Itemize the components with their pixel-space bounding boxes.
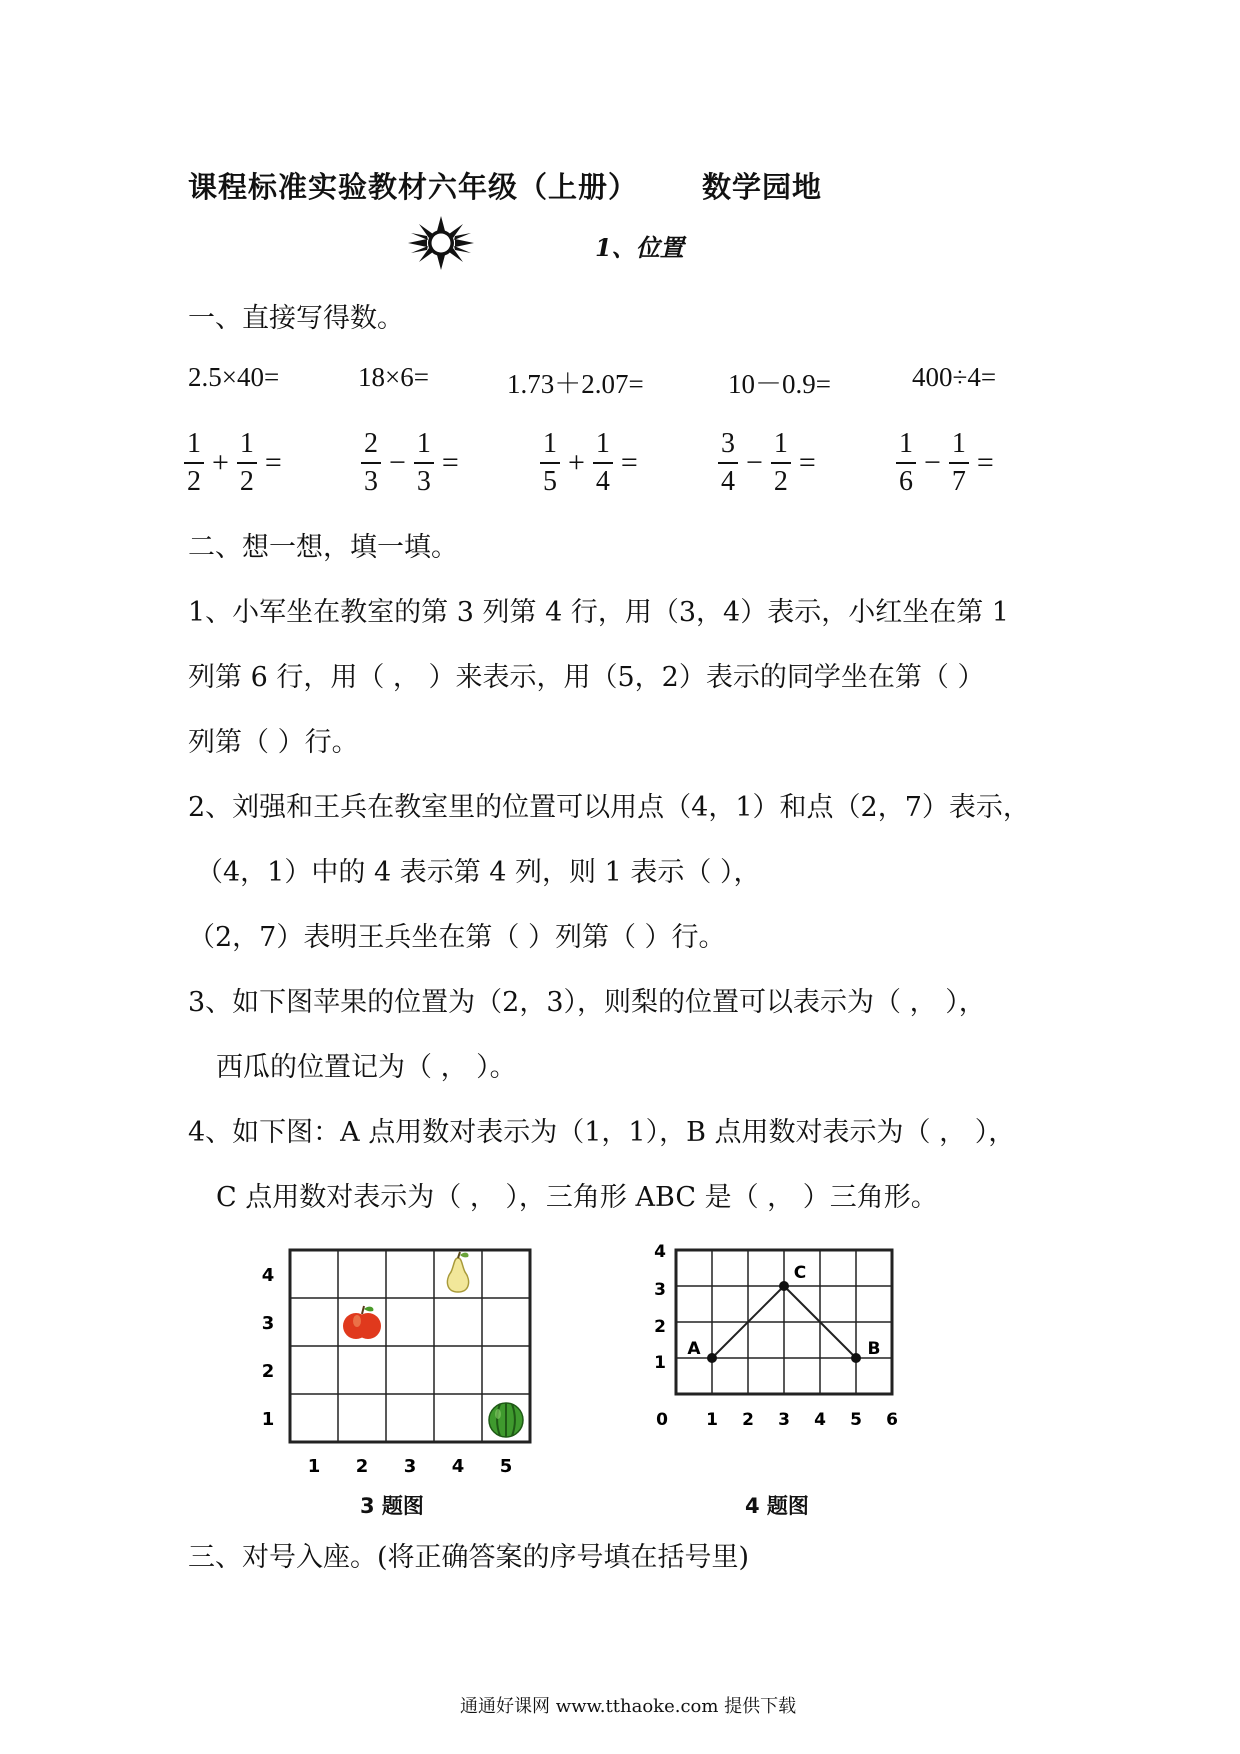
- fraction-problem: [184, 430, 290, 496]
- fraction: $\frac{1}{5}$: [540, 430, 560, 496]
- question-3-line-2: 西瓜的位置记为（ ， ）。: [216, 1052, 517, 1083]
- point-label-a: A: [687, 1339, 701, 1359]
- question-4-line-2: C 点用数对表示为（ ， ），三角形 ABC 是（ ， ）三角形。: [216, 1182, 938, 1213]
- fraction: $\frac{2}{3}$: [361, 430, 381, 496]
- fraction: $\frac{1}{2}$: [771, 430, 791, 496]
- figure-4-grid: [640, 1240, 920, 1440]
- y-label: 4: [654, 1242, 666, 1262]
- title-right: 数学园地: [702, 170, 823, 204]
- question-2-line-1: 2、刘强和王兵在教室里的位置可以用点（4，1）和点（2，7）表示，: [188, 792, 1030, 823]
- x-label: 4: [814, 1410, 826, 1430]
- calc-1: 2.5×40=: [188, 362, 280, 392]
- x-label: 5: [499, 1456, 513, 1477]
- fraction: $\frac{1}{2}$: [184, 430, 204, 496]
- x-label: 0: [656, 1410, 668, 1430]
- footer-credit: 通通好课网 www.tthaoke.com 提供下载: [460, 1696, 797, 1717]
- section3-heading: 三、对号入座。(将正确答案的序号填在括号里): [188, 1542, 750, 1573]
- fraction: $\frac{1}{6}$: [896, 430, 916, 496]
- operator: −: [924, 446, 941, 479]
- equals: =: [976, 446, 994, 479]
- apple-icon: [343, 1306, 381, 1339]
- x-label: 1: [706, 1410, 718, 1430]
- fraction: $\frac{1}{3}$: [414, 430, 434, 496]
- y-label: 1: [261, 1409, 275, 1430]
- point-a: [707, 1353, 717, 1363]
- fraction-problem: [718, 430, 824, 496]
- question-2-line-3: （2，7）表明王兵坐在第（ ）列第（ ）行。: [188, 922, 726, 953]
- y-label: 1: [654, 1353, 666, 1373]
- question-1-line-3: 列第（ ）行。: [188, 727, 359, 758]
- point-label-b: B: [867, 1339, 881, 1359]
- fraction-problem: [896, 430, 1002, 496]
- operator: −: [746, 446, 763, 479]
- equals: =: [264, 446, 282, 479]
- question-1-line-1: 1、小军坐在教室的第 3 列第 4 行，用（3，4）表示，小红坐在第 1: [188, 597, 1009, 628]
- fraction: $\frac{1}{4}$: [593, 430, 613, 496]
- y-label: 2: [654, 1317, 666, 1337]
- fraction: $\frac{1}{2}$: [237, 430, 257, 496]
- x-label: 1: [307, 1456, 321, 1477]
- grid-lines: [676, 1250, 892, 1394]
- equals: =: [441, 446, 459, 479]
- fraction-problem: [361, 430, 467, 496]
- x-label: 2: [355, 1456, 369, 1477]
- operator: +: [568, 446, 585, 479]
- equals: =: [798, 446, 816, 479]
- x-label: 5: [850, 1410, 862, 1430]
- question-4-line-1: 4、如下图：A 点用数对表示为（1，1），B 点用数对表示为（ ， ），: [188, 1117, 1016, 1148]
- calc-3: 1.73＋2.07=: [507, 369, 644, 399]
- question-2-line-2: （4，1）中的 4 表示第 4 列，则 1 表示（ ），: [196, 857, 761, 888]
- point-b: [851, 1353, 861, 1363]
- figure-4-caption: 4 题图: [745, 1494, 809, 1518]
- section2-heading: 二、想一想，填一填。: [188, 532, 458, 563]
- watermelon-icon: [489, 1403, 523, 1437]
- question-3-line-1: 3、如下图苹果的位置为（2，3），则梨的位置可以表示为（ ， ），: [188, 987, 986, 1018]
- calc-4: 10－0.9=: [728, 369, 831, 399]
- fraction-problem: [540, 430, 646, 496]
- operator: +: [212, 446, 229, 479]
- x-label: 2: [742, 1410, 754, 1430]
- question-1-line-2: 列第 6 行，用（ ， ）来表示，用（5，2）表示的同学坐在第（ ）: [188, 662, 985, 693]
- calc-2: 18×6=: [358, 362, 429, 392]
- page-title: [188, 165, 822, 206]
- x-label: 3: [778, 1410, 790, 1430]
- x-label: 3: [403, 1456, 417, 1477]
- y-label: 3: [654, 1280, 666, 1300]
- figure-3-caption: 3 题图: [360, 1494, 424, 1518]
- title-left: 课程标准实验教材六年级（上册）: [188, 170, 639, 204]
- calc-5: 400÷4=: [912, 362, 997, 392]
- sun-icon: [408, 216, 474, 270]
- pear-icon: [447, 1252, 468, 1292]
- fraction: $\frac{1}{7}$: [949, 430, 969, 496]
- x-label: 4: [451, 1456, 465, 1477]
- point-c: [779, 1281, 789, 1291]
- figure-3-grid: [240, 1240, 550, 1480]
- y-label: 3: [261, 1313, 275, 1334]
- section1-heading: 一、直接写得数。: [188, 303, 404, 334]
- y-label: 4: [261, 1265, 275, 1286]
- y-label: 2: [261, 1361, 275, 1382]
- point-label-c: C: [793, 1263, 807, 1283]
- equals: =: [620, 446, 638, 479]
- subtitle: 1、位置: [595, 233, 684, 262]
- operator: −: [389, 446, 406, 479]
- fraction: $\frac{3}{4}$: [718, 430, 738, 496]
- x-label: 6: [886, 1410, 898, 1430]
